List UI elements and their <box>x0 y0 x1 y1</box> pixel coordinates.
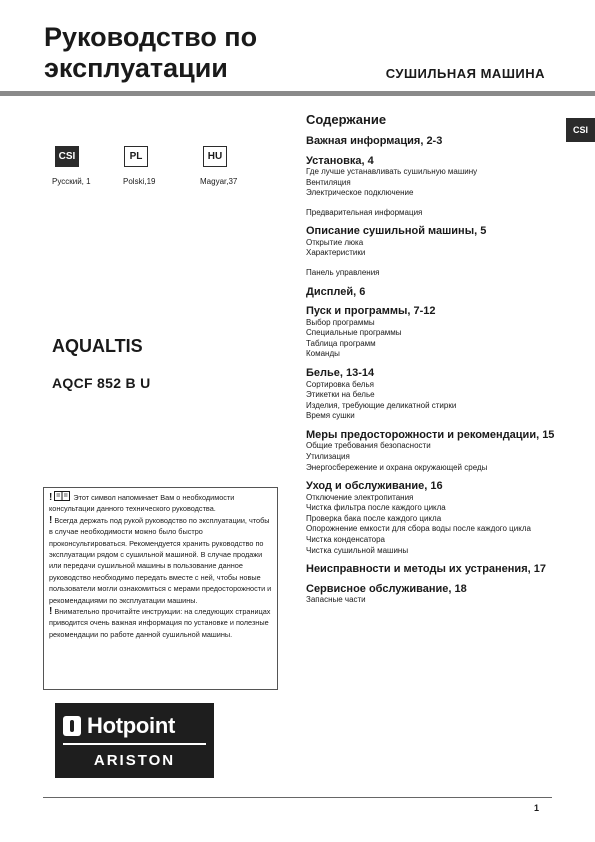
toc-item[interactable]: Вентиляция <box>306 177 351 187</box>
toc-section-maintenance <box>306 480 558 556</box>
notice-text-1: Этот символ напоминает Вам о необходимости консультации данного технического руководства. <box>49 493 235 514</box>
toc-item[interactable]: Общие требования безопасности <box>306 441 431 451</box>
toc-item[interactable]: Открытие люка <box>306 237 364 247</box>
toc-item[interactable]: Специальные программы <box>306 328 402 338</box>
side-language-tab[interactable]: CSI <box>566 118 595 142</box>
toc-item[interactable]: Команды <box>306 349 340 359</box>
document-subtitle: СУШИЛЬНАЯ МАШИНА <box>385 66 545 81</box>
toc-section-title[interactable]: Сервисное обслуживание, 18 <box>306 582 467 595</box>
toc-item[interactable]: Проверка бака после каждого цикла <box>306 513 442 523</box>
notice-box <box>43 487 278 690</box>
logo-word-hotpoint: Hotpoint <box>87 713 176 738</box>
language-label-polish[interactable]: Polski,19 <box>123 177 156 186</box>
language-box-pl[interactable]: PL <box>124 146 148 167</box>
toc-item[interactable]: Утилизация <box>306 452 350 461</box>
toc-item[interactable]: Электрическое подключение <box>306 188 414 198</box>
language-box-hu[interactable]: HU <box>203 146 227 167</box>
toc-section-laundry <box>306 367 558 422</box>
page-title <box>44 22 257 84</box>
toc-section-important-info <box>306 135 558 148</box>
toc-section-title[interactable]: Неисправности и методы их устранения, 17 <box>306 563 546 576</box>
language-label-hungarian[interactable]: Magyar,37 <box>200 177 238 186</box>
footer-divider <box>43 797 552 798</box>
toc-item[interactable]: Сортировка белья <box>306 379 374 389</box>
language-box-csi[interactable]: CSI <box>55 146 79 167</box>
table-of-contents <box>306 112 558 613</box>
toc-section-title[interactable]: Уход и обслуживание, 16 <box>306 480 443 493</box>
warning-exclamation-icon: ! <box>49 606 53 618</box>
manual-book-icon <box>54 491 70 501</box>
toc-heading: Содержание <box>306 112 387 127</box>
toc-section-title[interactable]: Белье, 13-14 <box>306 367 375 380</box>
toc-item[interactable]: Изделия, требующие деликатной стирки <box>306 400 457 410</box>
header-divider <box>0 91 595 96</box>
toc-item[interactable]: Чистка сушильной машины <box>306 545 409 555</box>
toc-section-description <box>306 225 558 278</box>
toc-item[interactable]: Где лучше устанавливать сушильную машину <box>306 167 478 176</box>
toc-item[interactable]: Время сушки <box>306 411 355 421</box>
toc-section-display <box>306 286 558 299</box>
toc-section-title[interactable]: Описание сушильной машины, 5 <box>306 225 487 238</box>
toc-section-installation <box>306 155 558 219</box>
toc-item[interactable]: Выбор программы <box>306 317 375 327</box>
toc-item[interactable]: Отключение электропитания <box>306 492 414 502</box>
page-number: 1 <box>534 803 540 813</box>
notice-text-3: Внимательно прочитайте инструкции: на следующих страницах приводится очень важная информация по установке и полезные рекомендации по работе данной сушильной машины. <box>49 607 271 639</box>
notice-paragraph-2 <box>49 515 272 606</box>
title-line-2: эксплуатации <box>44 53 228 83</box>
title-line-1: Руководство по <box>44 22 258 52</box>
warning-exclamation-icon: ! <box>49 514 53 526</box>
toc-item[interactable]: Опорожнение емкости для сбора воды после каждого цикла <box>306 524 531 534</box>
toc-section-troubleshooting <box>306 563 558 576</box>
toc-section-title[interactable]: Важная информация, 2-3 <box>306 135 443 147</box>
toc-item[interactable]: Энергосбережение и охрана окружающей среды <box>306 462 488 472</box>
toc-item[interactable]: Этикетки на белье <box>306 390 375 400</box>
toc-section-title[interactable]: Меры предосторожности и рекомендации, 15 <box>306 428 555 441</box>
toc-section-title[interactable]: Пуск и программы, 7-12 <box>306 305 436 318</box>
notice-paragraph-3 <box>49 606 272 640</box>
toc-section-title[interactable]: Дисплей, 6 <box>306 285 366 298</box>
toc-item[interactable]: Таблица программ <box>306 338 376 348</box>
toc-item[interactable]: Чистка конденсатора <box>306 535 385 545</box>
toc-section-title[interactable]: Установка, 4 <box>306 154 374 167</box>
toc-section-start-programs <box>306 305 558 360</box>
hotpoint-mark-icon <box>63 716 81 736</box>
toc-item[interactable]: Характеристики <box>306 248 366 258</box>
toc-section-precautions <box>306 429 558 473</box>
toc-item[interactable]: Чистка фильтра после каждого цикла <box>306 503 446 513</box>
toc-item[interactable]: Запасные части <box>306 595 366 605</box>
hotpoint-ariston-logo <box>55 703 214 778</box>
warning-exclamation-icon: ! <box>49 492 53 503</box>
logo-word-ariston: ARISTON <box>93 752 176 769</box>
product-brand: AQUALTIS <box>52 336 143 356</box>
toc-section-service <box>306 583 558 606</box>
notice-text-2: Всегда держать под рукой руководство по эксплуатации, чтобы в случае необходимости можно было быстро проконсультироваться. Рекомендуется хранить руководство по эксплуатации рядом с сушильной машиной. В случае продажи или передачи сушильной машины в пользование данное руководство необходимо передать вместе с ней, чтобы новые пользователи могли ознакомиться с мерами предосторожности и рекомендациями по эксплуатации машины. <box>49 515 272 605</box>
toc-item[interactable]: Панель управления <box>306 268 380 278</box>
toc-item[interactable]: Предварительная информация <box>306 207 423 217</box>
notice-paragraph-1 <box>49 491 272 515</box>
logo-divider <box>63 743 206 745</box>
product-model: AQCF 852 B U <box>52 375 151 391</box>
language-label-russian[interactable]: Русский, 1 <box>52 177 91 186</box>
